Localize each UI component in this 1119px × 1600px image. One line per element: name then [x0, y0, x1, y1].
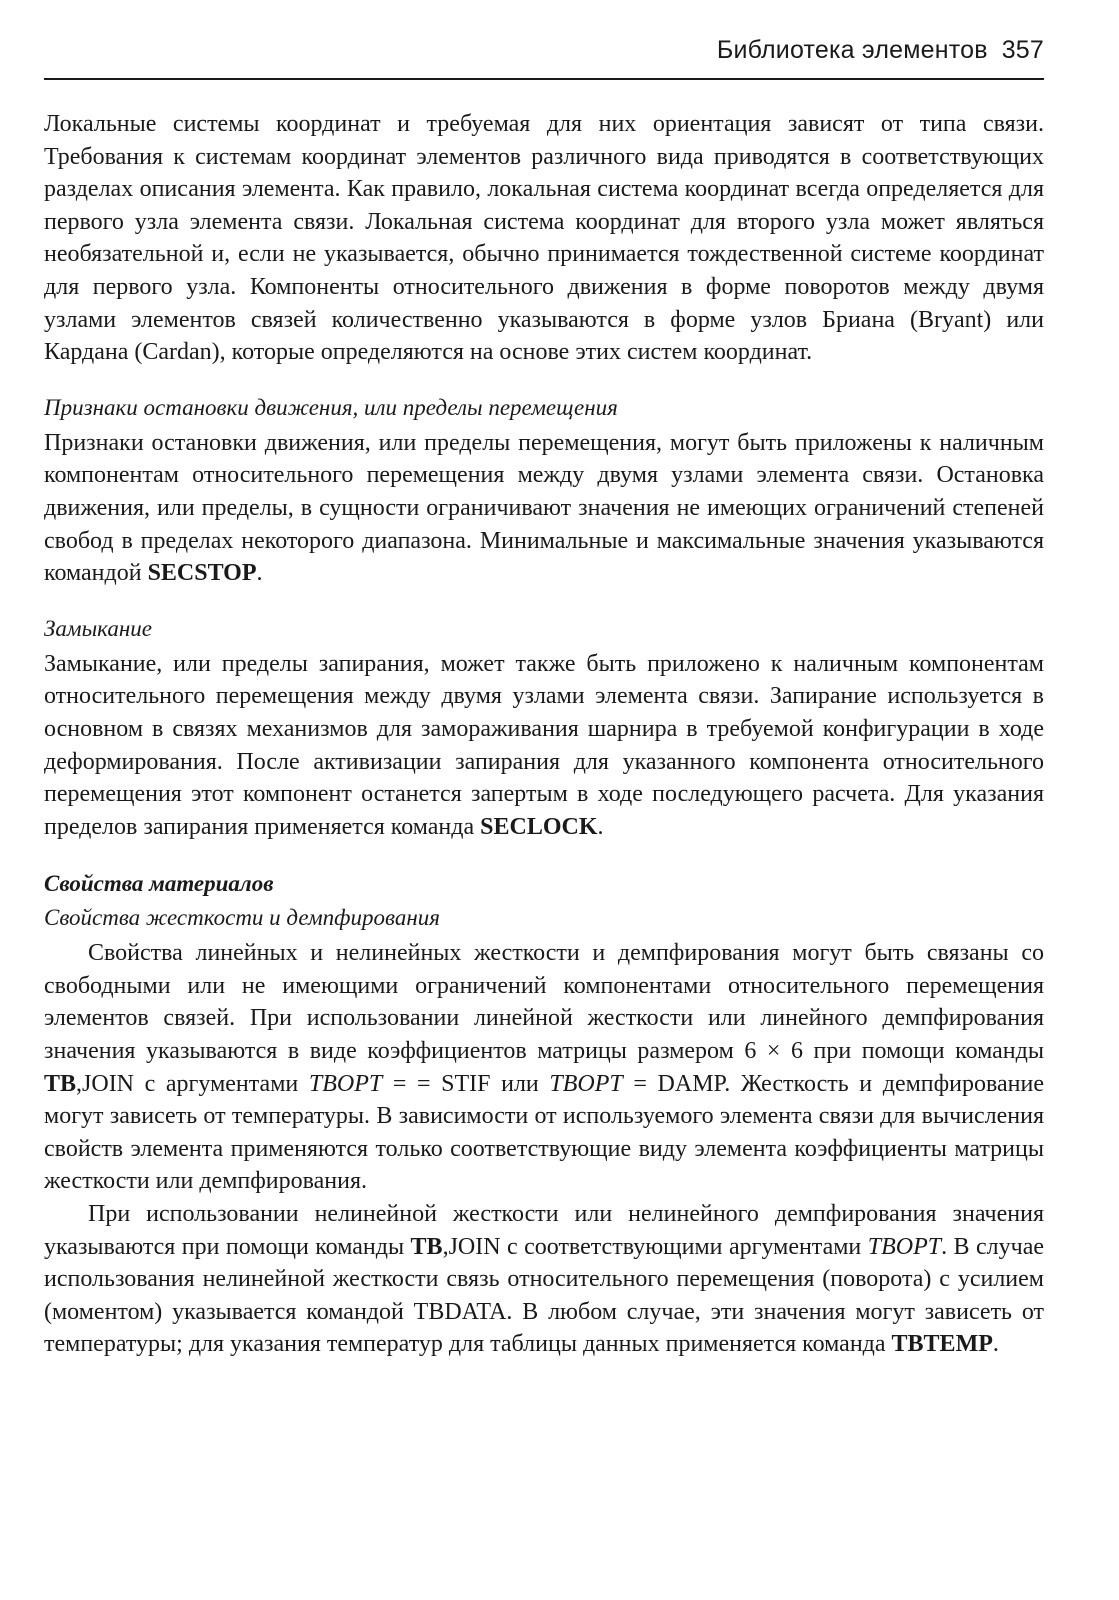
paragraph-locking	[44, 648, 1044, 844]
nonlinear-text-b: ,JOIN с соответствующими аргументами	[442, 1233, 862, 1260]
locking-end: .	[597, 813, 604, 840]
argument-tbopt: TBOPT	[308, 1070, 383, 1097]
paragraph-coordinate-systems: Локальные системы координат и требуемая для них ориентация зависят от типа связи. Требования к системам координат элементов различного вида приводятся в соответствующих разделах описания элемента. Как правило, локальная система координат всегда определяется для первого узла элемента связи. Локальная система координат для второго узла может являться необязательной и, если не указывается, обычно принимается тождественной системе координат для первого узла. Компоненты относительного движения в форме поворотов между двумя узлами элементов связей количественно указываются в форме узлов Бриана (Bryant) или Кардана (Cardan), которые определяются на основе этих систем координат.	[44, 111, 1044, 366]
command-tb-2: TB	[410, 1233, 443, 1260]
linear-text-d: = DAMP. Жесткость и демпфирование могут зависеть от температуры. В зависимости от используемого элемента связи для вычисления свойств элемента применяются только соответствующие виду элемента коэффициенты матрицы жесткости или демпфирования.	[44, 1070, 1045, 1195]
command-secstop: SECSTOP	[147, 560, 257, 587]
argument-tbopt-2: TBOPT	[549, 1070, 623, 1097]
nonlinear-text-c: . В случае использования нелинейной жесткости связь относительного перемещения (поворота) с усилием (моментом) указывается командой TBDATA. В любом случае, эти значения могут зависеть от температуры; для указания температур для таблицы данных применяется команда	[44, 1233, 1045, 1358]
linear-text-c: = = STIF или	[392, 1070, 539, 1097]
motion-stops-end: .	[256, 560, 263, 587]
running-header	[44, 36, 1044, 65]
subheading-locking: Замыкание	[44, 615, 152, 641]
nonlinear-end: .	[992, 1331, 999, 1358]
running-header-title: Библиотека элементов	[716, 36, 988, 64]
document-page	[44, 0, 1044, 1600]
page-number: 357	[1001, 36, 1044, 64]
motion-stops-text: Признаки остановки движения, или пределы перемещения, могут быть приложены к наличным компонентам относительного перемещения между двумя узлами элемента связи. Остановка движения, или пределы, в сущности ограничивают значения не имеющих ограничений степеней свобод в пределах некоторого диапазона. Минимальные и максимальные значения указываются командой	[44, 429, 1044, 587]
linear-text-b: ,JOIN с аргументами	[76, 1070, 299, 1097]
subheading-motion-stops: Признаки остановки движения, или пределы перемещения	[44, 394, 618, 420]
header-rule	[44, 78, 1044, 80]
page-body	[44, 108, 1044, 1361]
subheading-stiffness-damping: Свойства жесткости и демпфирования	[44, 905, 440, 931]
paragraph-linear-stiffness	[44, 937, 1044, 1198]
paragraph-motion-stops	[44, 427, 1044, 590]
nonlinear-text-a: При использовании нелинейной жесткости или нелинейного демпфирования значения указываются при помощи команды	[44, 1201, 1044, 1260]
command-seclock: SECLOCK	[480, 813, 598, 840]
command-tb: TB	[44, 1070, 77, 1097]
command-tbtemp: TBTEMP	[891, 1331, 993, 1358]
argument-tbopt-3: TBOPT	[867, 1233, 942, 1260]
linear-text-a: Свойства линейных и нелинейных жесткости и демпфирования могут быть связаны со свободными или не имеющими ограничений компонентами относительного перемещения элементов связей. При использовании линейной жесткости или линейного демпфирования значения указываются в виде коэффициентов матрицы размером 6 × 6 при помощи команды	[44, 940, 1044, 1065]
paragraph-nonlinear-stiffness	[44, 1198, 1044, 1361]
section-heading-materials: Свойства материалов	[44, 871, 274, 897]
locking-text: Замыкание, или пределы запирания, может также быть приложено к наличным компонентам относительного перемещения между двумя узлами элемента связи. Запирание используется в основном в связях механизмов для замораживания шарнира в требуемой конфигурации в ходе деформирования. После активизации запирания для указанного компонента относительного перемещения этот компонент останется запертым в ходе последующего расчета. Для указания пределов запирания применяется команда	[44, 650, 1044, 840]
